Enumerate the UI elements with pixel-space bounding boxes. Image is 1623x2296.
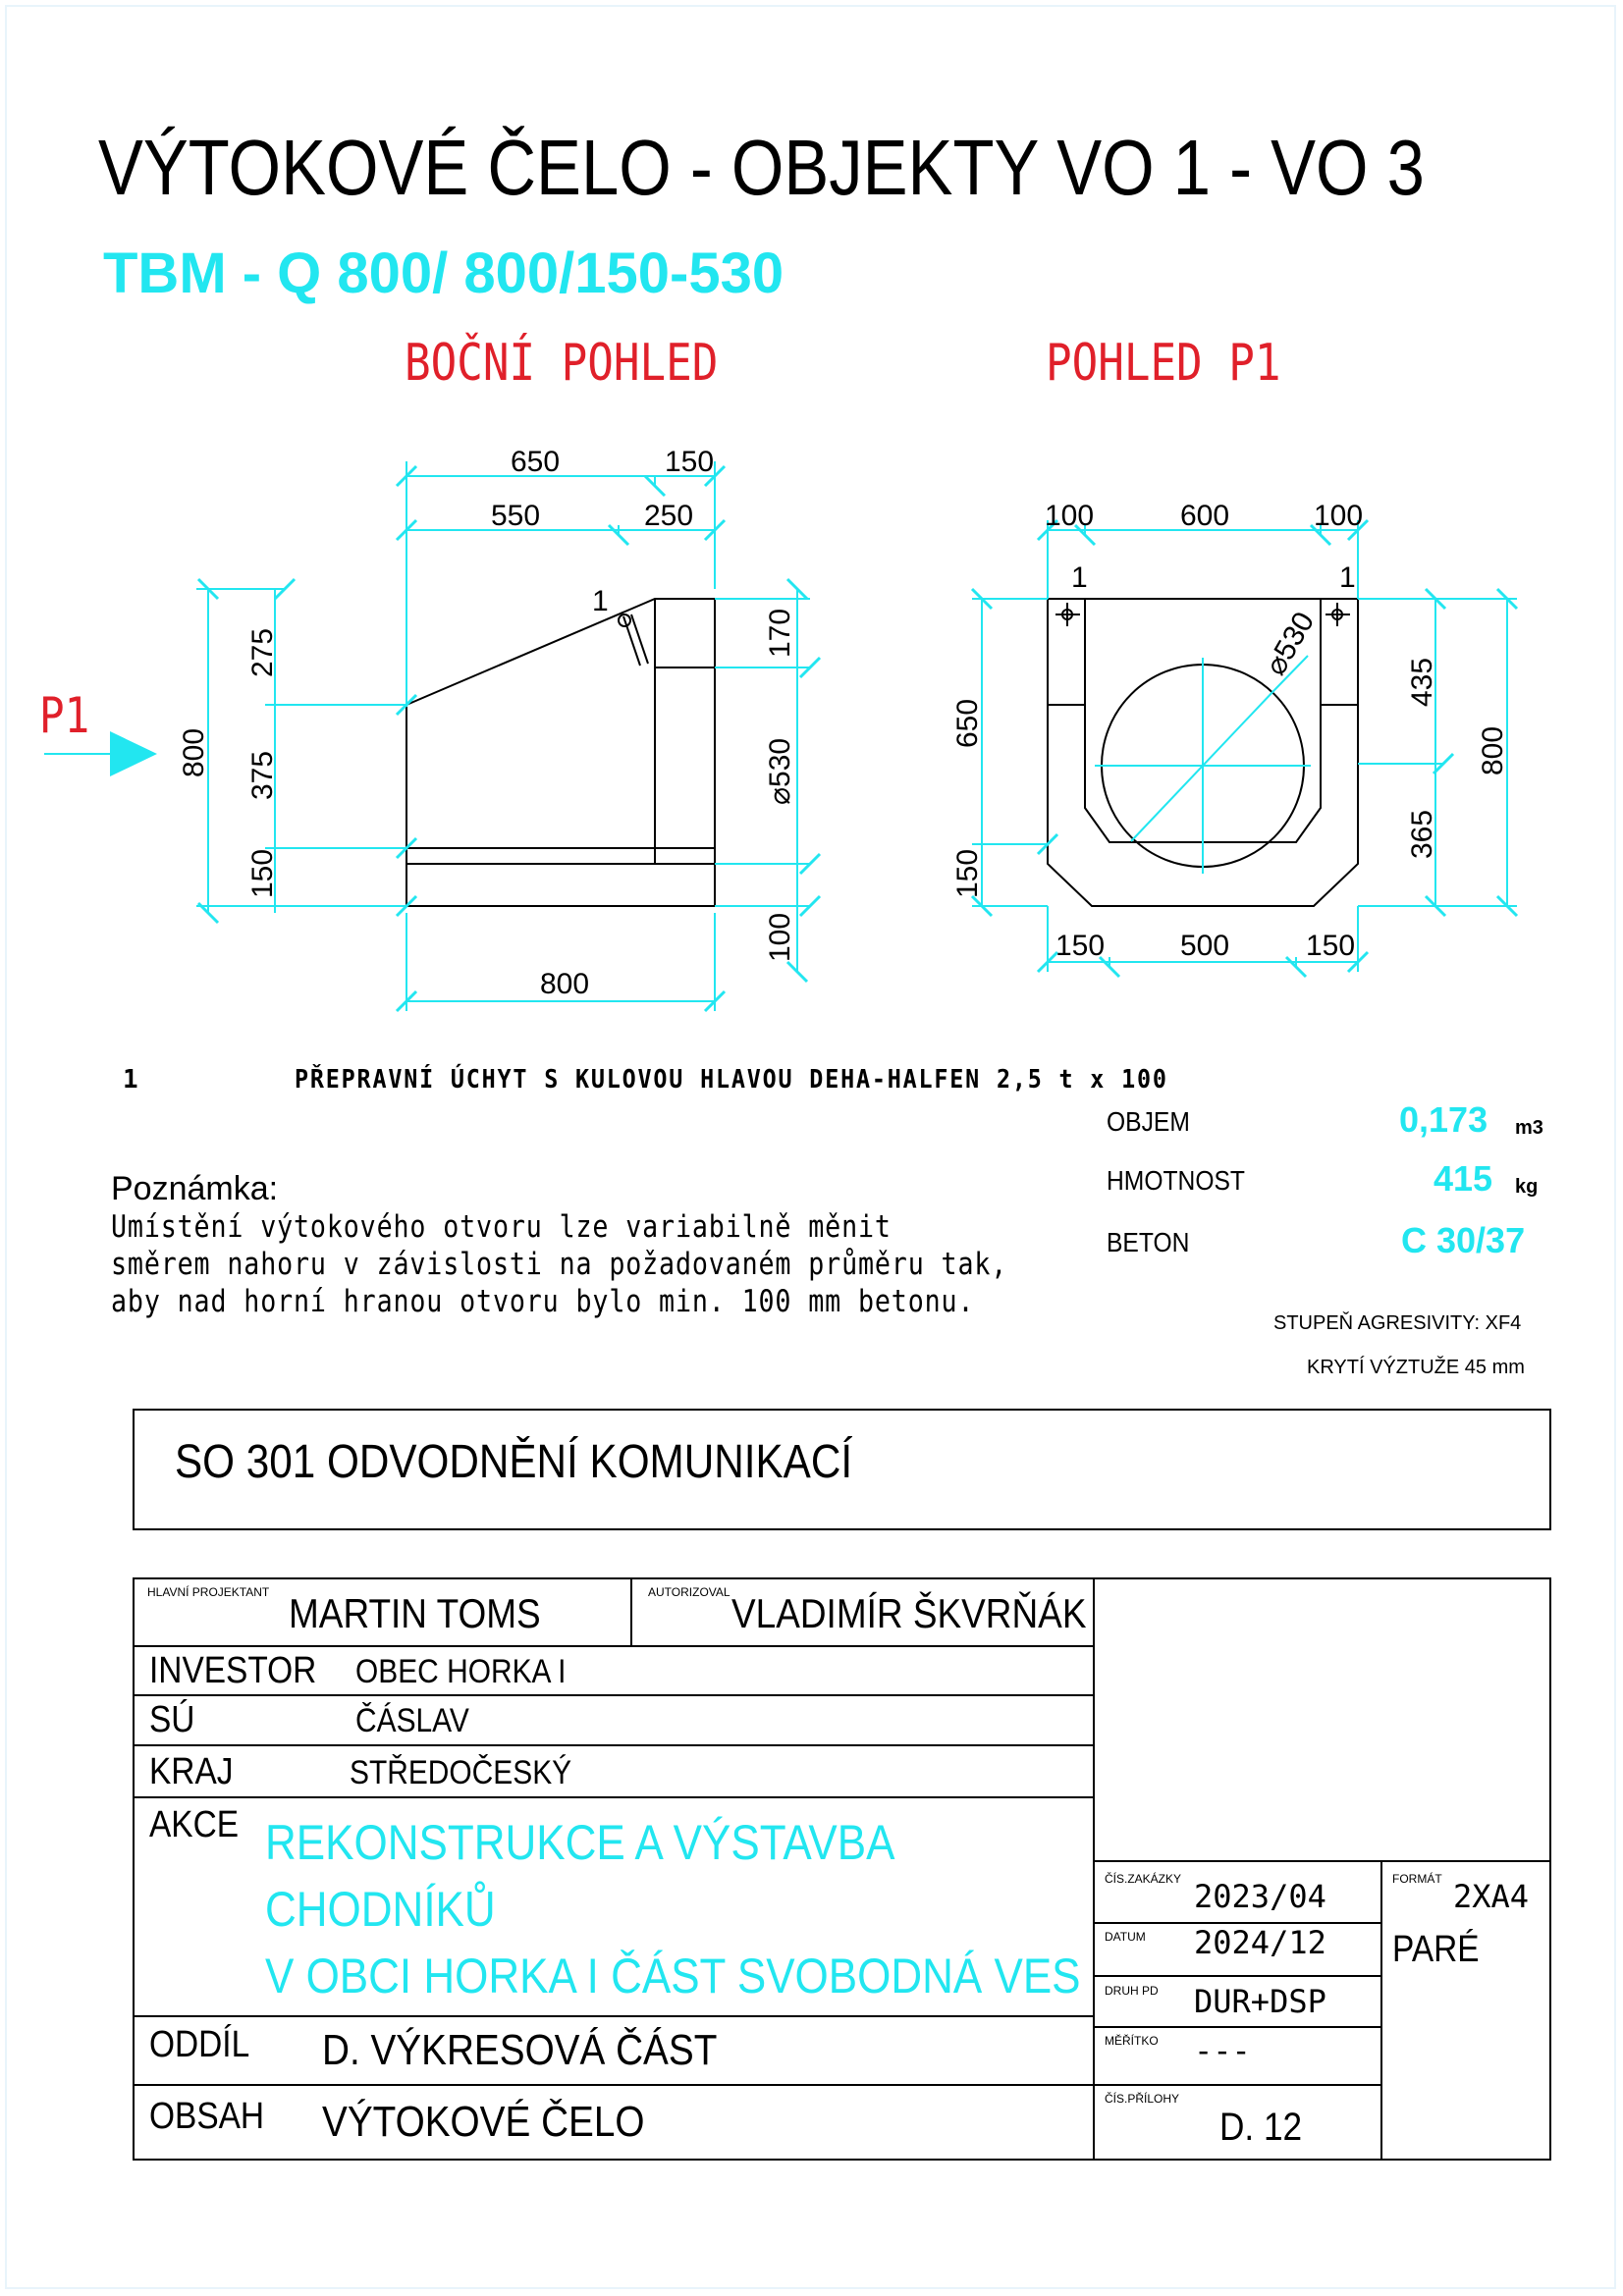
format-label: FORMÁT	[1392, 1872, 1442, 1886]
dim-side-250: 250	[644, 500, 694, 532]
tb-row-4	[133, 1796, 1093, 1798]
dim-front-365: 365	[1406, 809, 1438, 859]
note-line-1: Umístění výtokového otvoru lze variabilně měnit	[111, 1209, 892, 1245]
autorizoval-value: VLADIMÍR ŠKVRŇÁK	[731, 1590, 1087, 1636]
hlavni-projektant-label: HLAVNÍ PROJEKTANT	[147, 1585, 270, 1599]
dim-side-650: 650	[511, 446, 561, 478]
tb-divider-main	[1093, 1577, 1095, 2161]
kraj-value: STŘEDOČESKÝ	[350, 1754, 572, 1791]
beton-value: C 30/37	[1401, 1220, 1526, 1260]
kryti-text: KRYTÍ VÝZTUŽE 45 mm	[1307, 1357, 1525, 1378]
dim-side-r170: 170	[764, 608, 796, 658]
cis-prilohy-value: D. 12	[1219, 2106, 1303, 2149]
akce-label: AKCE	[149, 1804, 240, 1845]
hmotnost-unit: kg	[1515, 1176, 1539, 1198]
cis-zakazky-value: 2023/04	[1194, 1878, 1326, 1915]
so-title: SO 301 ODVODNĚNÍ KOMUNIKACÍ	[175, 1436, 853, 1488]
dim-front-callout-r: 1	[1339, 561, 1356, 594]
tb-row-6	[133, 2084, 1093, 2086]
dim-front-b150b: 150	[1306, 930, 1356, 962]
note-heading: Poznámka:	[111, 1170, 279, 1207]
dim-front-100b: 100	[1314, 500, 1364, 532]
item-note-number: 1	[123, 1065, 138, 1095]
su-label: SÚ	[149, 1699, 195, 1740]
item-note-text: PŘEPRAVNÍ ÚCHYT S KULOVOU HLAVOU DEHA-HALFEN 2,5 t x 100	[295, 1065, 1168, 1095]
dim-front-650: 650	[951, 698, 984, 748]
objem-unit: m3	[1515, 1117, 1543, 1139]
akce-line-2: CHODNÍKŮ	[265, 1882, 496, 1937]
meritko-value: ---	[1194, 2032, 1251, 2069]
obsah-label: OBSAH	[149, 2096, 265, 2137]
hmotnost-label: HMOTNOST	[1107, 1165, 1245, 1196]
datum-label: DATUM	[1105, 1930, 1146, 1944]
dim-side-h275: 275	[246, 627, 279, 677]
dim-front-800: 800	[1477, 725, 1509, 775]
tb-r-row-1	[1093, 1860, 1551, 1862]
oddil-value: D. VÝKRESOVÁ ČÁST	[322, 2026, 718, 2074]
tb-r-row-5	[1093, 2084, 1380, 2086]
datum-value: 2024/12	[1194, 1924, 1326, 1961]
dim-side-callout: 1	[592, 585, 609, 617]
dim-side-150: 150	[665, 446, 715, 478]
tb-row-5	[133, 2015, 1093, 2017]
dim-side-h150: 150	[246, 848, 279, 898]
druh-pd-value: DUR+DSP	[1194, 1983, 1326, 2020]
objem-value: 0,173	[1399, 1099, 1488, 1140]
cis-zakazky-label: ČÍS.ZAKÁZKY	[1105, 1872, 1182, 1886]
cis-prilohy-label: ČÍS.PŘÍLOHY	[1105, 2092, 1180, 2106]
side-view-dimensions	[196, 461, 810, 1011]
hlavni-projektant-value: MARTIN TOMS	[289, 1590, 541, 1636]
oddil-label: ODDÍL	[149, 2024, 250, 2065]
dim-side-h375: 375	[246, 750, 279, 800]
dim-side-rd530: ⌀530	[764, 737, 796, 805]
dim-front-callout-l: 1	[1071, 561, 1088, 594]
front-view-dimensions	[972, 520, 1517, 972]
akce-line-3: V OBCI HORKA I ČÁST SVOBODNÁ VES	[265, 1949, 1081, 2003]
beton-label: BETON	[1107, 1227, 1190, 1257]
meritko-label: MĚŘÍTKO	[1105, 2034, 1159, 2048]
autorizoval-label: AUTORIZOVAL	[648, 1585, 730, 1599]
dim-side-550: 550	[491, 500, 541, 532]
side-view-label: BOČNÍ POHLED	[405, 334, 719, 393]
dim-side-bottom-800: 800	[540, 968, 590, 1000]
dim-front-150: 150	[951, 848, 984, 898]
pare-label: PARÉ	[1392, 1929, 1480, 1970]
su-value: ČÁSLAV	[355, 1702, 469, 1739]
side-view-outline	[406, 599, 715, 906]
obsah-value: VÝTOKOVÉ ČELO	[322, 2098, 645, 2146]
drawing-subtitle: TBM - Q 800/ 800/150-530	[103, 241, 784, 305]
dim-front-100a: 100	[1045, 500, 1095, 532]
dim-front-d530: ⌀530	[1259, 607, 1322, 681]
dim-front-600: 600	[1180, 500, 1230, 532]
tb-divider-people	[630, 1577, 632, 1645]
kraj-label: KRAJ	[149, 1751, 234, 1792]
note-line-2: směrem nahoru v závislosti na požadovaném průměru tak,	[111, 1247, 1008, 1282]
tb-row-3	[133, 1744, 1093, 1746]
tb-row-2	[133, 1694, 1093, 1696]
tb-r-row-4	[1093, 2026, 1380, 2028]
tb-row-1	[133, 1645, 1093, 1647]
dim-side-r100: 100	[764, 912, 796, 962]
investor-value: OBEC HORKA I	[355, 1653, 567, 1690]
agresivita-text: STUPEŇ AGRESIVITY: XF4	[1273, 1312, 1522, 1334]
objem-label: OBJEM	[1107, 1106, 1190, 1137]
tb-r-row-3	[1093, 1975, 1380, 1977]
dim-front-b500: 500	[1180, 930, 1230, 962]
dim-side-h800: 800	[178, 727, 210, 777]
side-view	[406, 599, 715, 906]
side-lifting-anchor	[619, 614, 648, 666]
format-value: 2XA4	[1453, 1878, 1530, 1915]
technical-drawing	[0, 0, 1623, 1041]
hmotnost-value: 415	[1434, 1158, 1493, 1199]
dim-front-435: 435	[1406, 657, 1438, 707]
front-view-label: POHLED P1	[1046, 334, 1281, 393]
akce-line-1: REKONSTRUKCE A VÝSTAVBA	[265, 1815, 895, 1870]
dim-front-b150a: 150	[1055, 930, 1106, 962]
druh-pd-label: DRUH PD	[1105, 1984, 1159, 1998]
investor-label: INVESTOR	[149, 1650, 317, 1691]
drawing-title: VÝTOKOVÉ ČELO - OBJEKTY VO 1 - VO 3	[98, 124, 1425, 211]
note-line-3: aby nad horní hranou otvoru bylo min. 100 mm betonu.	[111, 1284, 975, 1319]
p1-marker-label: P1	[39, 687, 90, 744]
tb-divider-right	[1380, 1860, 1382, 2161]
